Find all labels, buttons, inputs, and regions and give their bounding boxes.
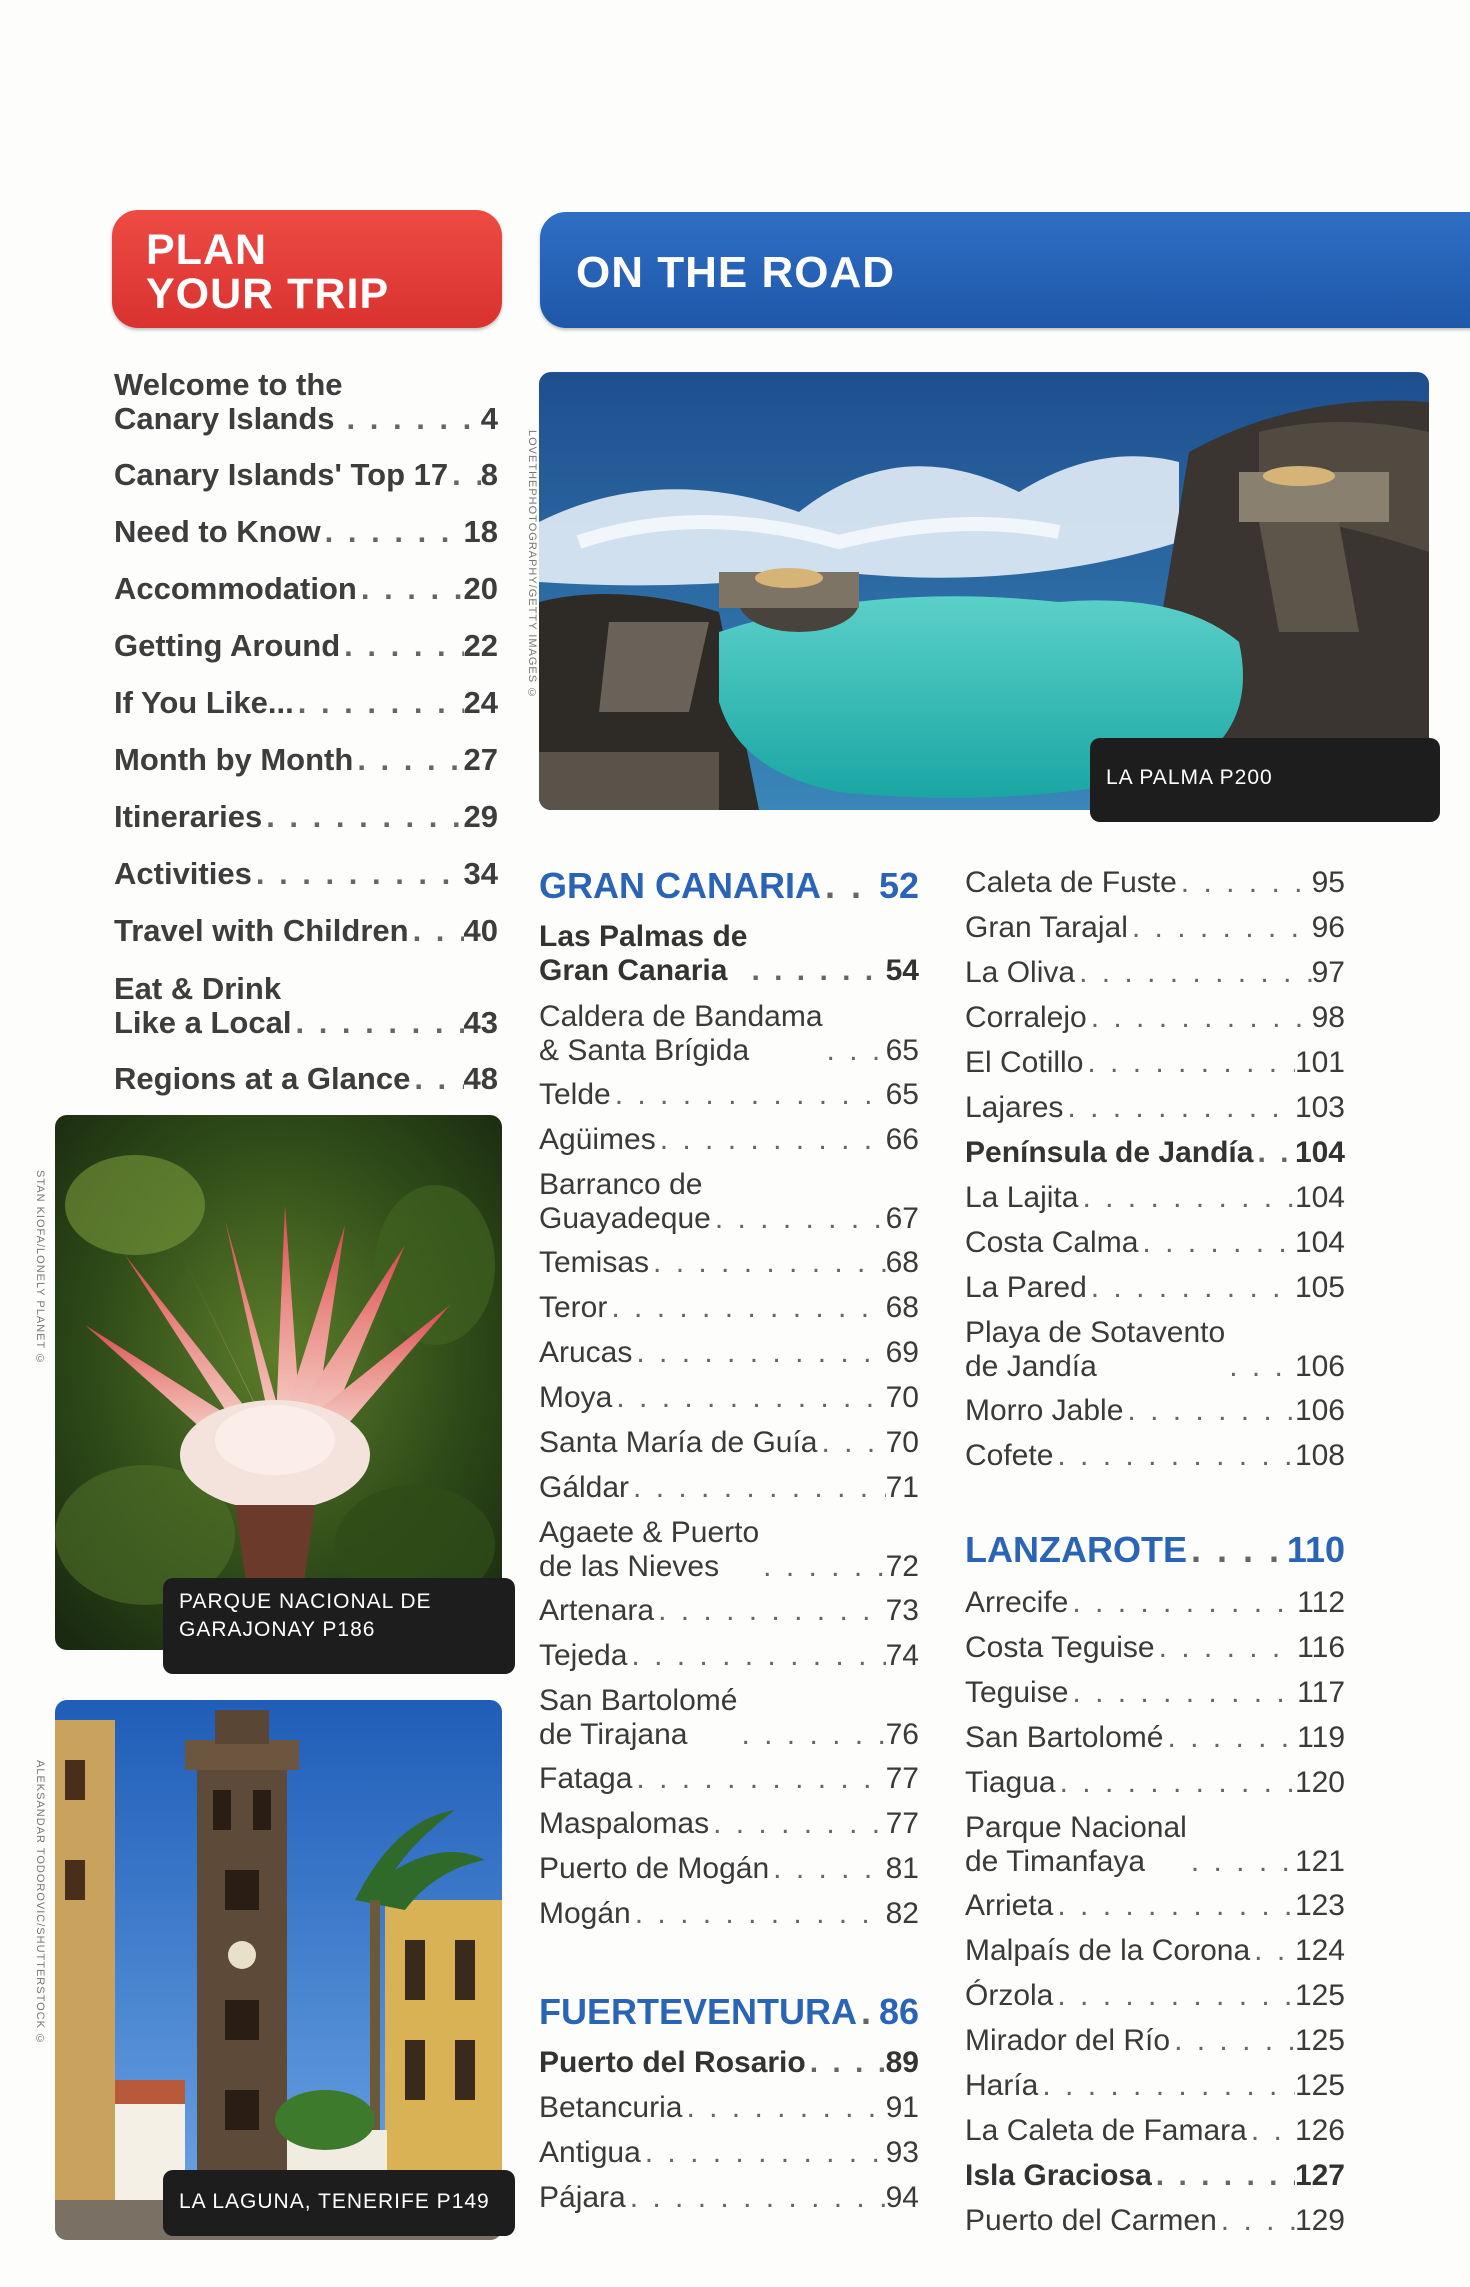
toc-page: 27 xyxy=(463,742,498,777)
toc-page: 101 xyxy=(1294,1046,1345,1079)
toc-page: 89 xyxy=(885,2046,919,2079)
toc-entry[interactable] xyxy=(965,1586,1345,1620)
toc-entry-top17[interactable] xyxy=(114,458,498,492)
toc-entry[interactable] xyxy=(965,1271,1345,1305)
toc-entry[interactable] xyxy=(965,1979,1345,2013)
toc-page: 48 xyxy=(463,1061,498,1096)
toc-page: 94 xyxy=(885,2181,919,2214)
toc-label: Accommodation xyxy=(114,571,357,606)
leader-dots xyxy=(769,1852,885,1886)
toc-label: Moya xyxy=(539,1381,613,1414)
toc-label: Puerto del Rosario xyxy=(539,2046,806,2079)
toc-label: Barranco de xyxy=(539,1168,703,1201)
toc-entry[interactable] xyxy=(965,1811,1345,1879)
toc-label: Haría xyxy=(965,2069,1039,2102)
toc-page: 125 xyxy=(1294,2069,1345,2102)
section-page: 86 xyxy=(878,1991,919,2032)
toc-entry[interactable] xyxy=(965,2069,1345,2103)
toc-entry-accommodation[interactable] xyxy=(114,572,498,606)
section-page: 110 xyxy=(1286,1529,1345,1570)
toc-entry-activities[interactable] xyxy=(114,857,498,891)
toc-label: Lajares xyxy=(965,1091,1064,1124)
leader-dots xyxy=(1053,1889,1295,1923)
toc-page: 112 xyxy=(1297,1586,1345,1619)
toc-page: 91 xyxy=(885,2091,919,2124)
road-title: ON THE ROAD xyxy=(576,248,895,297)
toc-label: Antigua xyxy=(539,2136,641,2169)
toc-entry-welcome[interactable] xyxy=(114,368,498,436)
leader-dots xyxy=(629,1471,886,1505)
toc-entry[interactable] xyxy=(539,1078,919,1112)
toc-label: Travel with Children xyxy=(114,913,409,948)
toc-page: 70 xyxy=(885,1381,919,1414)
toc-label: Santa María de Guía xyxy=(539,1426,818,1459)
toc-label: Corralejo xyxy=(965,1001,1087,1034)
toc-label: Teguise xyxy=(965,1676,1069,1709)
toc-page: 124 xyxy=(1294,1934,1345,1967)
toc-page: 29 xyxy=(463,799,498,834)
toc-page: 76 xyxy=(885,1718,919,1751)
toc-label: Mirador del Río xyxy=(965,2024,1171,2057)
toc-page: 119 xyxy=(1297,1721,1345,1754)
toc-entry[interactable] xyxy=(539,2046,919,2080)
toc-label: Playa de Sotavento xyxy=(965,1316,1226,1349)
toc-page: 4 xyxy=(480,401,498,436)
toc-page: 65 xyxy=(885,1078,919,1111)
toc-label: Artenara xyxy=(539,1594,655,1627)
leader-dots xyxy=(1187,1530,1287,1570)
toc-entry[interactable] xyxy=(965,2204,1345,2238)
toc-page: 69 xyxy=(885,1336,919,1369)
toc-label: Isla Graciosa xyxy=(965,2159,1152,2192)
toc-entry[interactable] xyxy=(965,2114,1345,2148)
leader-dots xyxy=(409,914,464,948)
leader-dots xyxy=(1138,1226,1295,1260)
leader-dots xyxy=(1053,1439,1295,1473)
toc-entry[interactable] xyxy=(965,1136,1345,1170)
toc-label: La Oliva xyxy=(965,956,1076,989)
toc-page: 129 xyxy=(1294,2204,1345,2237)
toc-page: 117 xyxy=(1297,1676,1345,1709)
toc-label: Costa Teguise xyxy=(965,1631,1155,1664)
toc-page: 70 xyxy=(885,1426,919,1459)
toc-page: 127 xyxy=(1294,2159,1345,2192)
leader-dots xyxy=(1038,2069,1295,2103)
toc-label: San Bartolomé xyxy=(965,1721,1164,1754)
toc-label: Maspalomas xyxy=(539,1807,710,1840)
toc-page: 18 xyxy=(463,514,498,549)
toc-page: 68 xyxy=(885,1246,919,1279)
toc-page: 104 xyxy=(1294,1181,1345,1214)
toc-page: 125 xyxy=(1294,2024,1345,2057)
leader-dots xyxy=(654,1594,886,1628)
toc-label: Agaete & Puerto xyxy=(539,1516,760,1549)
leader-dots xyxy=(262,800,463,834)
toc-entry[interactable] xyxy=(965,1316,1345,1384)
toc-label: Costa Calma xyxy=(965,1226,1139,1259)
leader-dots xyxy=(1170,2024,1295,2058)
garajonay-photo xyxy=(55,1115,502,1650)
toc-page: 106 xyxy=(1294,1350,1345,1383)
leader-dots xyxy=(747,954,885,988)
toc-label: Agüimes xyxy=(539,1123,656,1156)
toc-label: Fataga xyxy=(539,1762,633,1795)
toc-label: Las Palmas de xyxy=(539,920,748,953)
la-palma-caption: LA PALMA P200 xyxy=(1090,738,1440,822)
toc-page: 104 xyxy=(1294,1226,1345,1259)
leader-dots xyxy=(1217,2204,1295,2238)
toc-entry-eat-drink[interactable] xyxy=(114,972,498,1040)
toc-label: Malpaís de la Corona xyxy=(965,1934,1251,1967)
leader-dots xyxy=(612,1381,885,1415)
toc-page: 103 xyxy=(1294,1091,1345,1124)
section-heading-fuerteventura[interactable] xyxy=(539,1992,919,2032)
toc-entry-month-by-month[interactable] xyxy=(114,743,498,777)
toc-label: Órzola xyxy=(965,1979,1054,2012)
toc-label: La Caleta de Famara xyxy=(965,2114,1247,2147)
toc-entry[interactable] xyxy=(965,1439,1345,1473)
toc-entry[interactable] xyxy=(965,2159,1345,2193)
section-page: 52 xyxy=(878,865,919,906)
leader-dots xyxy=(631,1897,886,1931)
toc-page: 104 xyxy=(1294,1136,1345,1169)
leader-dots xyxy=(1253,1136,1295,1170)
toc-label: Telde xyxy=(539,1078,611,1111)
leader-dots xyxy=(1250,1934,1295,1968)
toc-page: 8 xyxy=(480,457,498,492)
toc-label: Like a Local xyxy=(114,1005,292,1040)
section-heading-lanzarote[interactable] xyxy=(965,1530,1345,1570)
toc-entry[interactable] xyxy=(965,1091,1345,1125)
toc-label: Gáldar xyxy=(539,1471,630,1504)
toc-label: de Timanfaya xyxy=(965,1845,1146,1878)
leader-dots xyxy=(1163,1721,1297,1755)
leader-dots xyxy=(1177,866,1312,900)
toc-page: 125 xyxy=(1294,1979,1345,2012)
toc-entry[interactable] xyxy=(965,1001,1345,1035)
section-heading-gran-canaria[interactable] xyxy=(539,866,919,906)
leader-dots xyxy=(709,1807,886,1841)
leader-dots xyxy=(632,1336,885,1370)
toc-entry[interactable] xyxy=(965,956,1345,990)
toc-page: 120 xyxy=(1294,1766,1345,1799)
toc-page: 116 xyxy=(1297,1631,1345,1664)
toc-label: Arucas xyxy=(539,1336,633,1369)
toc-label: La Lajita xyxy=(965,1181,1079,1214)
la-laguna-caption: LA LAGUNA, TENERIFE P149 xyxy=(163,2170,515,2236)
leader-dots xyxy=(806,2046,886,2080)
toc-entry[interactable] xyxy=(965,2024,1345,2058)
leader-dots xyxy=(1083,1046,1295,1080)
toc-page: 98 xyxy=(1311,1001,1345,1034)
toc-entry[interactable] xyxy=(539,1471,919,1505)
toc-entry[interactable] xyxy=(965,1394,1345,1428)
leader-dots xyxy=(1087,1001,1312,1035)
toc-label: Canary Islands' Top 17 xyxy=(114,457,449,492)
leader-dots xyxy=(252,857,464,891)
toc-page: 77 xyxy=(885,1762,919,1795)
toc-entry[interactable] xyxy=(965,866,1345,900)
toc-label: Itineraries xyxy=(114,799,263,834)
plan-your-trip-header xyxy=(112,210,502,328)
toc-entry[interactable] xyxy=(539,1762,919,1796)
toc-entry-need-to-know[interactable] xyxy=(114,515,498,549)
leader-dots xyxy=(1225,1350,1295,1384)
toc-page: 43 xyxy=(463,1005,498,1040)
toc-label: If You Like... xyxy=(114,685,294,720)
toc-entry[interactable] xyxy=(539,1381,919,1415)
toc-label: Getting Around xyxy=(114,628,341,663)
leader-dots xyxy=(353,743,463,777)
toc-entry[interactable] xyxy=(965,1181,1345,1215)
toc-page: 20 xyxy=(463,571,498,606)
toc-label: El Cotillo xyxy=(965,1046,1084,1079)
toc-entry[interactable] xyxy=(965,1676,1345,1710)
toc-label: & Santa Brígida xyxy=(539,1034,750,1067)
toc-entry[interactable] xyxy=(539,1594,919,1628)
toc-label: La Pared xyxy=(965,1271,1087,1304)
section-title: LANZAROTE xyxy=(965,1529,1187,1570)
leader-dots xyxy=(821,866,879,906)
toc-label: Cofete xyxy=(965,1439,1054,1472)
toc-entry[interactable] xyxy=(539,1807,919,1841)
toc-entry[interactable] xyxy=(965,1934,1345,1968)
toc-label: de Jandía xyxy=(965,1350,1097,1383)
toc-label: Activities xyxy=(114,856,252,891)
toc-page: 71 xyxy=(885,1471,919,1504)
toc-entry[interactable] xyxy=(965,1631,1345,1665)
toc-entry-if-you-like[interactable] xyxy=(114,686,498,720)
toc-entry[interactable] xyxy=(539,1000,919,1068)
toc-entry[interactable] xyxy=(539,1246,919,1280)
la-palma-credit: LOVETHEPHOTOGRAPHY/GETTY IMAGES © xyxy=(526,430,538,701)
toc-page: 123 xyxy=(1294,1889,1345,1922)
toc-label: de Tirajana xyxy=(539,1718,688,1751)
leader-dots xyxy=(1187,1845,1295,1879)
leader-dots xyxy=(1063,1091,1295,1125)
toc-label: Betancuria xyxy=(539,2091,683,2124)
toc-page: 96 xyxy=(1311,911,1345,944)
toc-entry[interactable] xyxy=(539,1897,919,1931)
toc-page: 108 xyxy=(1294,1439,1345,1472)
toc-label: Need to Know xyxy=(114,514,321,549)
leader-dots xyxy=(343,402,481,436)
toc-label: Guayadeque xyxy=(539,1202,711,1235)
toc-page: 67 xyxy=(885,1202,919,1235)
toc-page: 126 xyxy=(1294,2114,1345,2147)
leader-dots xyxy=(357,572,464,606)
leader-dots xyxy=(1056,1766,1295,1800)
garajonay-credit: STAN KIOFA/LONELY PLANET © xyxy=(34,1170,46,1367)
leader-dots xyxy=(607,1291,885,1325)
toc-page: 73 xyxy=(885,1594,919,1627)
toc-label: Eat & Drink xyxy=(114,971,282,1006)
leader-dots xyxy=(1152,2159,1295,2193)
toc-label: Gran Canaria xyxy=(539,954,728,987)
toc-entry[interactable] xyxy=(539,920,919,988)
leader-dots xyxy=(1155,1631,1298,1665)
toc-label: Arrecife xyxy=(965,1586,1069,1619)
toc-entry[interactable] xyxy=(965,1721,1345,1755)
leader-dots xyxy=(1247,2114,1295,2148)
toc-label: San Bartolomé xyxy=(539,1684,738,1717)
leader-dots xyxy=(818,1426,886,1460)
toc-entry-regions[interactable] xyxy=(114,1062,498,1096)
toc-entry-itineraries[interactable] xyxy=(114,800,498,834)
leader-dots xyxy=(1078,1181,1295,1215)
leader-dots xyxy=(641,2136,886,2170)
plan-title-line1: PLAN xyxy=(146,226,268,274)
toc-entry[interactable] xyxy=(539,2181,919,2215)
toc-page: 121 xyxy=(1294,1845,1345,1878)
leader-dots xyxy=(1068,1676,1297,1710)
leader-dots xyxy=(626,2181,886,2215)
toc-label: Arrieta xyxy=(965,1889,1054,1922)
toc-page: 65 xyxy=(885,1034,919,1067)
garajonay-caption xyxy=(163,1578,515,1674)
toc-label: Parque Nacional xyxy=(965,1811,1187,1844)
toc-page: 97 xyxy=(1311,956,1345,989)
leader-dots xyxy=(294,686,464,720)
leader-dots xyxy=(1123,1394,1295,1428)
leader-dots xyxy=(410,1062,463,1096)
leader-dots xyxy=(857,1992,879,2032)
toc-entry[interactable] xyxy=(539,2091,919,2125)
toc-page: 106 xyxy=(1294,1394,1345,1427)
toc-page: 68 xyxy=(885,1291,919,1324)
leader-dots xyxy=(448,458,481,492)
toc-label: Welcome to the xyxy=(114,367,343,402)
toc-entry[interactable] xyxy=(539,1852,919,1886)
toc-entry[interactable] xyxy=(965,1046,1345,1080)
toc-page: 77 xyxy=(885,1807,919,1840)
toc-label: Canary Islands xyxy=(114,401,335,436)
toc-label: Caleta de Fuste xyxy=(965,866,1177,899)
toc-label: Teror xyxy=(539,1291,608,1324)
toc-page: 72 xyxy=(885,1550,919,1583)
toc-label: de las Nieves xyxy=(539,1550,720,1583)
la-laguna-credit: ALEKSANDAR TODOROVIC/SHUTTERSTOCK © xyxy=(34,1760,46,2046)
toc-entry[interactable] xyxy=(965,1889,1345,1923)
toc-entry[interactable] xyxy=(539,1168,919,1236)
toc-entry[interactable] xyxy=(965,1766,1345,1800)
toc-label: Gran Tarajal xyxy=(965,911,1128,944)
toc-label: Month by Month xyxy=(114,742,354,777)
leader-dots xyxy=(649,1246,886,1280)
toc-label: Caldera de Bandama xyxy=(539,1000,823,1033)
toc-page: 34 xyxy=(463,856,498,891)
toc-label: Puerto del Carmen xyxy=(965,2204,1217,2237)
toc-page: 66 xyxy=(885,1123,919,1156)
toc-page: 40 xyxy=(463,913,498,948)
leader-dots xyxy=(823,1034,886,1068)
caption-line: GARAJONAY P186 xyxy=(179,1618,376,1641)
toc-entry-travel-with-children[interactable] xyxy=(114,914,498,948)
plan-title-line2: YOUR TRIP xyxy=(146,270,390,318)
leader-dots xyxy=(340,629,463,663)
leader-dots xyxy=(1075,956,1312,990)
toc-entry[interactable] xyxy=(539,1336,919,1370)
leader-dots xyxy=(1128,911,1312,945)
toc-page: 82 xyxy=(885,1897,919,1930)
caption-line: PARQUE NACIONAL DE xyxy=(179,1590,432,1613)
leader-dots xyxy=(737,1718,885,1752)
toc-label: Tejeda xyxy=(539,1639,628,1672)
leader-dots xyxy=(656,1123,886,1157)
toc-entry-getting-around[interactable] xyxy=(114,629,498,663)
leader-dots xyxy=(711,1202,886,1236)
toc-label: Temisas xyxy=(539,1246,650,1279)
toc-entry[interactable] xyxy=(539,1291,919,1325)
toc-entry[interactable] xyxy=(965,1226,1345,1260)
leader-dots xyxy=(1068,1586,1297,1620)
on-the-road-header xyxy=(540,212,1470,328)
toc-entry[interactable] xyxy=(539,1639,919,1673)
section-title: FUERTEVENTURA xyxy=(539,1991,858,2032)
section-title: GRAN CANARIA xyxy=(539,865,821,906)
leader-dots xyxy=(632,1762,885,1796)
toc-label: Regions at a Glance xyxy=(114,1061,411,1096)
toc-entry[interactable] xyxy=(965,911,1345,945)
toc-entry[interactable] xyxy=(539,1516,919,1584)
toc-page: 93 xyxy=(885,2136,919,2169)
toc-label: Península de Jandía xyxy=(965,1136,1254,1169)
leader-dots xyxy=(759,1550,885,1584)
la-laguna-photo xyxy=(55,1700,502,2240)
toc-page: 81 xyxy=(885,1852,919,1885)
toc-entry[interactable] xyxy=(539,1426,919,1460)
toc-page: 22 xyxy=(463,628,498,663)
toc-entry[interactable] xyxy=(539,1684,919,1752)
leader-dots xyxy=(1053,1979,1295,2013)
leader-dots xyxy=(611,1078,886,1112)
toc-label: Morro Jable xyxy=(965,1394,1124,1427)
toc-label: Mogán xyxy=(539,1897,631,1930)
toc-page: 74 xyxy=(885,1639,919,1672)
toc-entry[interactable] xyxy=(539,1123,919,1157)
toc-page: 24 xyxy=(463,685,498,720)
toc-label: Pájara xyxy=(539,2181,626,2214)
leader-dots xyxy=(627,1639,885,1673)
toc-page: 105 xyxy=(1294,1271,1345,1304)
leader-dots xyxy=(291,1006,463,1040)
toc-page: 95 xyxy=(1311,866,1345,899)
leader-dots xyxy=(682,2091,885,2125)
leader-dots xyxy=(321,515,464,549)
toc-entry[interactable] xyxy=(539,2136,919,2170)
toc-label: Puerto de Mogán xyxy=(539,1852,770,1885)
toc-label: Tiagua xyxy=(965,1766,1056,1799)
leader-dots xyxy=(1087,1271,1295,1305)
toc-page: 54 xyxy=(885,954,919,987)
